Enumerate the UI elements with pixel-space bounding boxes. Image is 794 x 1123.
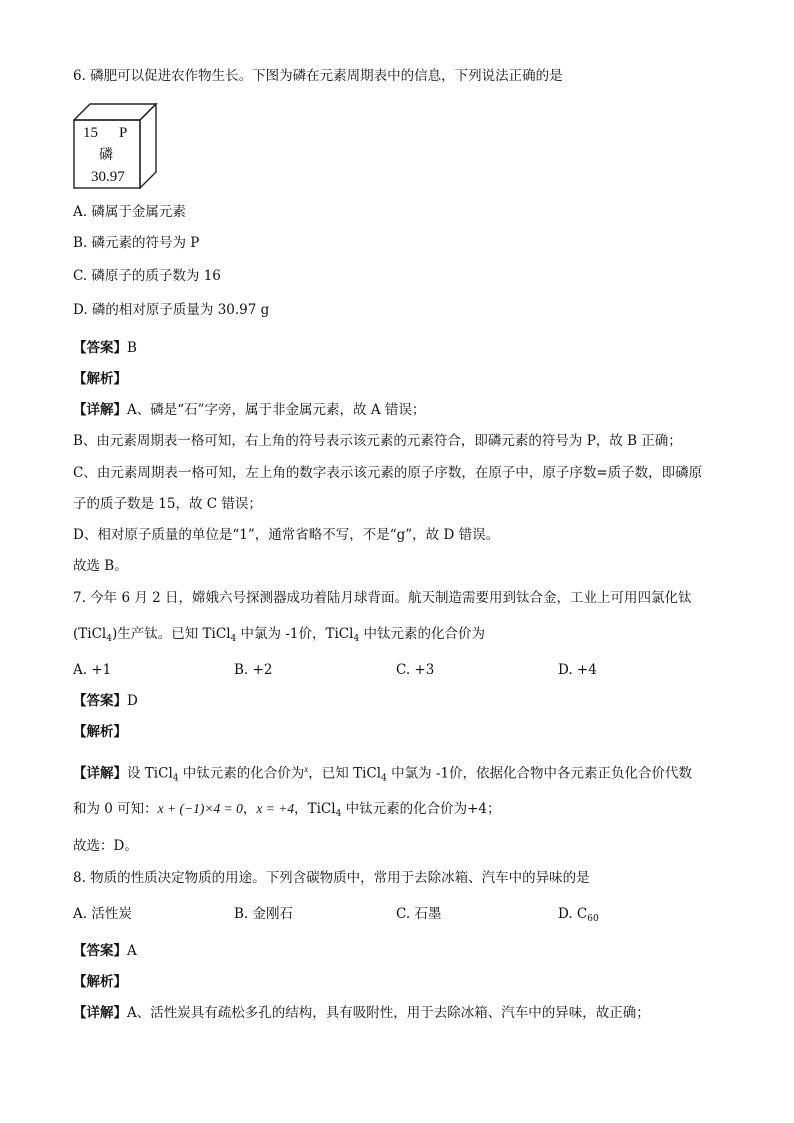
q7-detail-line-1 bbox=[73, 759, 692, 784]
q6-option-d: D. 磷的相对原子质量为 30.97 g bbox=[73, 302, 270, 318]
q8-answer-line bbox=[73, 941, 137, 961]
detail-tag: 【详解】 bbox=[73, 765, 127, 782]
subscript-4: 4 bbox=[230, 634, 237, 644]
q7-option-b: B. +2 bbox=[234, 662, 273, 678]
q7-detail-line-2 bbox=[73, 799, 501, 819]
text-segment: ， bbox=[242, 801, 257, 817]
element-mass: 30.97 bbox=[91, 169, 125, 185]
equation-2: x = +4 bbox=[256, 801, 295, 816]
q6-detail-line-5: D、相对原子质量的单位是“1”，通常省略不写，不是“g”，故 D 错误。 bbox=[73, 527, 500, 543]
q8-question: 8. 物质的性质决定物质的用途。下列含碳物质中，常用于去除冰箱、汽车中的异味的是 bbox=[73, 870, 590, 886]
subscript-4: 4 bbox=[381, 773, 387, 784]
text-segment: 中钛元素的化合价为 bbox=[359, 626, 485, 642]
option-d-label: D. C bbox=[558, 906, 588, 922]
formula-ticl4: (TiCl bbox=[73, 626, 107, 642]
q7-question-line-1: 7. 今年 6 月 2 日，嫦娥六号探测器成功着陆月球背面。航天制造需要用到钛合金，工业上可用四氯化钛 bbox=[73, 590, 692, 606]
q7-answer-line bbox=[73, 691, 138, 711]
q6-question: 6. 磷肥可以促进农作物生长。下图为磷在元素周期表中的信息，下列说法正确的是 bbox=[73, 68, 563, 84]
q7-option-c: C. +3 bbox=[396, 662, 435, 678]
text-segment: ，TiCl bbox=[294, 801, 336, 817]
subscript-4: 4 bbox=[353, 634, 360, 644]
subscript-4: 4 bbox=[335, 809, 342, 819]
q6-analysis-tag: 【解析】 bbox=[73, 371, 127, 387]
q6-answer-line bbox=[73, 338, 137, 358]
q6-detail-line-2: B、由元素周期表一格可知，右上角的符号表示该元素的元素符合，即磷元素的符号为 P，故 B 正确； bbox=[73, 433, 682, 449]
q8-option-a: A. 活性炭 bbox=[73, 906, 132, 922]
q6-detail-line-3: C、由元素周期表一格可知，左上角的数字表示该元素的原子序数，在原子中，原子序数=质子数，即磷原 bbox=[73, 465, 703, 481]
subscript-4: 4 bbox=[172, 773, 179, 784]
text-segment: 设 TiCl bbox=[127, 765, 173, 782]
q6-option-b: B. 磷元素的符号为 P bbox=[73, 235, 200, 251]
text-segment: 和为 0 可知： bbox=[73, 801, 158, 817]
q6-detail-line-1 bbox=[73, 400, 425, 420]
q8-analysis-tag: 【解析】 bbox=[73, 974, 127, 990]
q7-answer: D bbox=[127, 693, 138, 709]
detail-tag: 【详解】 bbox=[73, 1005, 127, 1021]
q8-detail-line-1 bbox=[73, 1003, 650, 1023]
q6-answer: B bbox=[127, 340, 137, 356]
answer-tag: 【答案】 bbox=[73, 943, 127, 959]
q8-option-d bbox=[558, 904, 599, 924]
q7-option-a: A. +1 bbox=[73, 662, 112, 678]
element-symbol: P bbox=[119, 125, 128, 141]
text-segment: 中钛元素的化合价为+4； bbox=[341, 801, 501, 817]
detail-text: A、磷是“石”字旁，属于非金属元素，故 A 错误； bbox=[127, 402, 426, 418]
q6-option-a: A. 磷属于金属元素 bbox=[73, 204, 186, 220]
q7-question-line-2 bbox=[73, 624, 485, 644]
q7-analysis-tag: 【解析】 bbox=[73, 724, 127, 740]
answer-tag: 【答案】 bbox=[73, 693, 127, 709]
q6-detail-line-4: 子的质子数是 15，故 C 错误； bbox=[73, 496, 262, 512]
element-number: 15 bbox=[83, 125, 98, 141]
q8-option-b: B. 金刚石 bbox=[234, 906, 294, 922]
subscript-60: 60 bbox=[587, 914, 599, 924]
q8-option-c: C. 石墨 bbox=[396, 906, 442, 922]
equation-1: x + (−1)×4 = 0 bbox=[157, 801, 243, 816]
text-segment: 中氯为 -1价，TiCl bbox=[236, 626, 354, 642]
detail-tag: 【详解】 bbox=[73, 402, 127, 418]
text-segment: 中钛元素的化合价为 bbox=[178, 765, 305, 782]
subscript-4: 4 bbox=[106, 634, 112, 644]
q7-option-d: D. +4 bbox=[558, 662, 597, 678]
element-name: 磷 bbox=[99, 147, 113, 163]
text-segment: 中氯为 -1价，依据化合物中各元素正负化合价代数 bbox=[386, 765, 693, 782]
q8-answer: A bbox=[127, 943, 137, 959]
element-card bbox=[73, 103, 163, 189]
variable-x: x bbox=[304, 764, 309, 774]
q6-option-c: C. 磷原子的质子数为 16 bbox=[73, 268, 221, 284]
q6-conclusion: 故选 B。 bbox=[73, 558, 128, 574]
text-segment: ，已知 TiCl bbox=[308, 765, 382, 782]
q7-conclusion: 故选：D。 bbox=[73, 838, 138, 854]
answer-tag: 【答案】 bbox=[73, 340, 127, 356]
text-segment: )生产钛。已知 TiCl bbox=[111, 626, 231, 642]
detail-text: A、活性炭具有疏松多孔的结构，具有吸附性，用于去除冰箱、汽车中的异味，故正确； bbox=[127, 1005, 650, 1021]
